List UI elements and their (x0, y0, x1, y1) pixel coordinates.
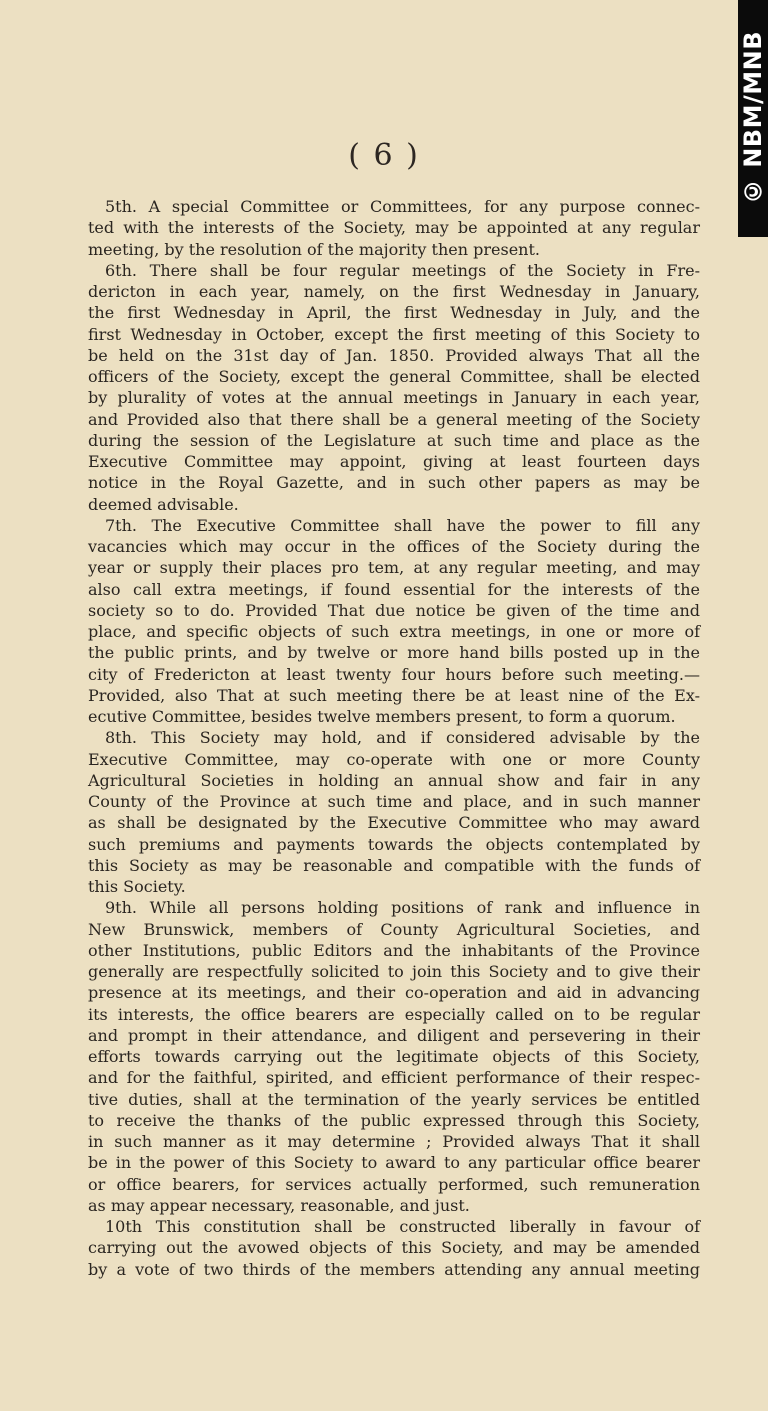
text-line: society so to do. Provided That due notice be given of the time and (88, 600, 700, 620)
text-line: tive duties, shall at the termination of the yearly services be entitled (88, 1089, 700, 1109)
text-line: or office bearers, for services actually performed, such remuneration (88, 1174, 700, 1194)
text-line: 10th This constitution shall be constructed liberally in favour of (105, 1217, 700, 1236)
text-line: first Wednesday in October, except the first meeting of this Society to (88, 324, 700, 344)
page-number: ( 6 ) (348, 138, 420, 173)
text-line: New Brunswick, members of County Agricultural Societies, and (88, 919, 700, 939)
text-line: the public prints, and by twelve or more hand bills posted up in the (88, 643, 700, 663)
text-line: 7th. The Executive Committee shall have the power to fill any (105, 515, 700, 535)
text-line: 8th. This Society may hold, and if considered advisable by the (105, 728, 700, 748)
text-line: meeting, by the resolution of the majority then present. (88, 239, 540, 259)
watermark-text: © NBM/MNB (739, 31, 767, 206)
text-line: generally are respectfully solicited to join this Society and to give their (88, 962, 700, 981)
text-line: other Institutions, public Editors and the inhabitants of the Province (88, 940, 700, 960)
text-line: Executive Committee may appoint, giving at least fourteen days (88, 452, 700, 471)
text-line: place, and specific objects of such extra meetings, in one or more of (88, 622, 700, 641)
text-line: efforts towards carrying out the legitimate objects of this Society, (88, 1047, 700, 1066)
body-text (88, 196, 700, 1280)
text-line: in such manner as it may determine ; Provided always That it shall (88, 1132, 700, 1151)
text-line: this Society as may be reasonable and compatible with the funds of (88, 855, 700, 875)
text-line: and for the faithful, spirited, and efficient performance of their respec- (88, 1068, 700, 1088)
text-line: notice in the Royal Gazette, and in such other papers as may be (88, 473, 700, 493)
text-line: by a vote of two thirds of the members attending any annual meeting (88, 1259, 700, 1279)
text-line: 9th. While all persons holding positions of rank and influence in (105, 898, 700, 918)
text-line: Provided, also That at such meeting there be at least nine of the Ex- (88, 685, 700, 705)
text-line: Agricultural Societies in holding an annual show and fair in any (88, 770, 700, 790)
text-line: the first Wednesday in April, the first Wednesday in July, and the (88, 303, 700, 323)
text-line: and prompt in their attendance, and diligent and persevering in their (88, 1025, 700, 1045)
text-line: ted with the interests of the Society, may be appointed at any regular (88, 218, 700, 238)
text-line: be held on the 31st day of Jan. 1850. Provided always That all the (88, 345, 700, 365)
text-line: city of Fredericton at least twenty four hours before such meeting.— (88, 664, 700, 684)
text-line: this Society. (88, 877, 186, 896)
text-line: officers of the Society, except the general Committee, shall be elected (88, 367, 700, 386)
text-line: 5th. A special Committee or Committees, for any purpose connec- (105, 197, 700, 216)
text-line: its interests, the office bearers are especially called on to be regular (88, 1004, 700, 1024)
text-line: deemed advisable. (88, 494, 239, 514)
text-line: dericton in each year, namely, on the first Wednesday in January, (88, 282, 700, 301)
text-line: to receive the thanks of the public expressed through this Society, (88, 1110, 700, 1130)
text-line: vacancies which may occur in the offices of the Society during the (88, 537, 700, 556)
text-line: year or supply their places pro tem, at any regular meeting, and may (88, 558, 700, 578)
text-line: during the session of the Legislature at such time and place as the (88, 430, 700, 450)
text-line: and Provided also that there shall be a general meeting of the Society (88, 409, 700, 429)
copyright-watermark (738, 0, 768, 237)
text-line: carrying out the avowed objects of this Society, and may be amended (88, 1238, 700, 1258)
text-line: by plurality of votes at the annual meetings in January in each year, (88, 388, 700, 408)
text-line: 6th. There shall be four regular meetings of the Society in Fre- (105, 260, 700, 280)
text-line: as may appear necessary, reasonable, and just. (88, 1195, 470, 1215)
text-line: ecutive Committee, besides twelve members present, to form a quorum. (88, 707, 676, 726)
text-line: such premiums and payments towards the objects contemplated by (88, 834, 700, 854)
text-line: also call extra meetings, if found essential for the interests of the (88, 579, 700, 599)
text-line: County of the Province at such time and place, and in such manner (88, 792, 700, 811)
text-line: Executive Committee, may co-operate with one or more County (88, 749, 700, 769)
text-line: as shall be designated by the Executive Committee who may award (88, 813, 700, 833)
text-line: be in the power of this Society to award to any particular office bearer (88, 1153, 700, 1173)
text-line: presence at its meetings, and their co-operation and aid in advancing (88, 983, 700, 1003)
